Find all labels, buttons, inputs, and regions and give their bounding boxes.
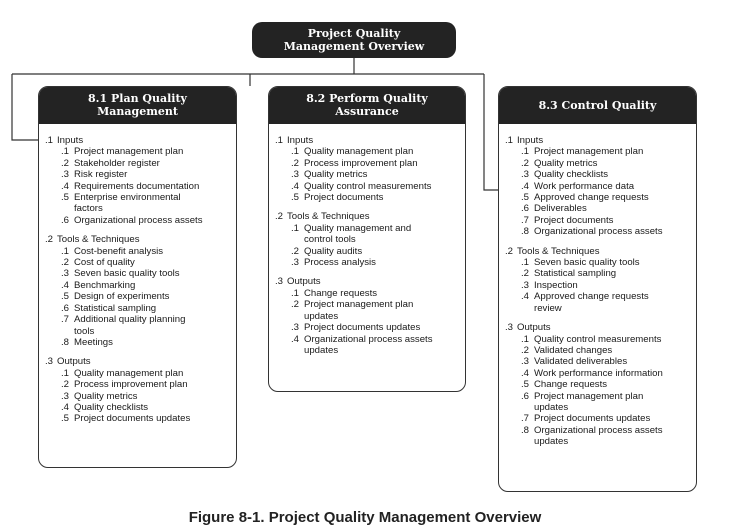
item-number: .2 [61, 257, 70, 269]
list-item [45, 337, 230, 348]
item-text: Validated changes [534, 344, 613, 356]
item-text: Statistical sampling [534, 268, 617, 280]
list-item [45, 402, 230, 413]
list-item [505, 215, 690, 226]
item-number: .2 [61, 379, 70, 391]
list-item [505, 334, 690, 345]
item-number: .5 [61, 413, 70, 425]
item-number: .4 [521, 180, 530, 192]
item-text: Work performance data [534, 180, 635, 192]
process-box-perform-quality-assurance [268, 86, 466, 392]
figure-caption: Figure 8-1. Project Quality Management Overview [188, 509, 542, 526]
item-number: .7 [521, 214, 530, 226]
list-item [505, 203, 690, 214]
list-item [45, 413, 230, 424]
item-text: Process improvement plan [304, 157, 418, 169]
list-item [275, 257, 459, 268]
item-text-continued: factors [74, 203, 103, 215]
item-text: Project management plan [304, 299, 414, 311]
item-text: Organizational process assets [534, 424, 663, 436]
list-item [505, 379, 690, 390]
item-number: .1 [61, 367, 70, 379]
item-number: .3 [291, 257, 300, 269]
root-title-line-2: Management Overview [283, 40, 425, 53]
item-text: Organizational process assets [74, 214, 203, 226]
item-text-continued: updates [534, 401, 569, 413]
item-number: .5 [61, 291, 70, 303]
list-item [275, 169, 459, 180]
section-number: .2 [275, 211, 284, 223]
section-title: Inputs [57, 135, 84, 146]
section-inputs [275, 135, 459, 203]
item-text-continued: updates [304, 310, 339, 322]
list-item [505, 192, 690, 203]
box-body [499, 124, 696, 460]
item-number: .8 [521, 226, 530, 238]
connector-left [12, 74, 38, 140]
item-number: .5 [521, 379, 530, 391]
item-text: Quality metrics [534, 157, 598, 169]
item-number: .3 [521, 169, 530, 181]
section-title: Outputs [287, 276, 321, 288]
list-item [505, 257, 690, 268]
box-body [269, 124, 465, 368]
item-text: Process analysis [304, 257, 376, 269]
section-number: .1 [45, 135, 54, 146]
item-text: Approved change requests [534, 291, 649, 303]
item-number: .5 [291, 192, 300, 204]
section-title: Outputs [517, 322, 551, 334]
box-title-line-1: 8.3 Control Quality [538, 98, 657, 112]
item-text: Project documents [304, 192, 384, 204]
list-item [505, 413, 690, 424]
list-item [45, 314, 230, 337]
item-number: .4 [521, 367, 530, 379]
section-title: Tools & Techniques [517, 245, 600, 257]
list-item [275, 158, 459, 169]
section-title: Outputs [57, 356, 91, 368]
section-outputs [505, 322, 690, 447]
list-item [45, 368, 230, 379]
section-number: .3 [275, 276, 284, 288]
section-number: .2 [505, 245, 514, 257]
item-text: Quality checklists [534, 169, 609, 181]
item-text: Quality control measurements [304, 180, 432, 192]
item-number: .6 [521, 203, 530, 215]
section-title: Inputs [517, 135, 544, 146]
list-item [275, 223, 459, 246]
list-item [45, 303, 230, 314]
item-number: .8 [61, 336, 70, 348]
list-item [505, 368, 690, 379]
section-inputs [505, 135, 690, 238]
item-number: .2 [291, 299, 300, 311]
section-tools-techniques [45, 234, 230, 348]
section-title: Tools & Techniques [287, 211, 370, 223]
list-item [505, 226, 690, 237]
list-item [505, 425, 690, 448]
item-text: Requirements documentation [74, 180, 200, 192]
section-number: .3 [505, 322, 514, 334]
item-text: Organizational process assets [534, 226, 663, 238]
item-text: Quality checklists [74, 401, 149, 413]
item-number: .8 [521, 424, 530, 436]
item-number: .3 [61, 268, 70, 280]
list-item [505, 291, 690, 314]
box-title-line-2: Assurance [335, 105, 399, 118]
item-text: Additional quality planning [74, 314, 186, 326]
item-number: .4 [291, 333, 300, 345]
item-number: .3 [61, 169, 70, 181]
list-item [45, 146, 230, 157]
item-text: Quality metrics [304, 169, 368, 181]
item-text: Quality management and [304, 222, 412, 234]
item-number: .3 [291, 169, 300, 181]
item-text: Cost of quality [74, 257, 135, 269]
box-title-line-1: 8.2 Perform Quality [306, 92, 428, 105]
item-text-continued: control tools [304, 234, 356, 246]
list-item [45, 257, 230, 268]
list-item [45, 181, 230, 192]
section-number: .3 [45, 356, 54, 368]
item-number: .1 [291, 287, 300, 299]
item-text: Project documents updates [74, 413, 191, 425]
item-text: Meetings [74, 336, 113, 348]
list-item [45, 158, 230, 169]
item-text: Project documents [534, 214, 614, 226]
list-item [45, 192, 230, 215]
item-text: Seven basic quality tools [74, 268, 180, 280]
item-text: Process improvement plan [74, 379, 188, 391]
item-number: .4 [291, 180, 300, 192]
list-item [275, 146, 459, 157]
item-text: Approved change requests [534, 192, 649, 204]
item-text: Risk register [74, 169, 128, 181]
list-item [45, 169, 230, 180]
item-text: Statistical sampling [74, 302, 157, 314]
list-item [505, 181, 690, 192]
item-number: .4 [61, 401, 70, 413]
section-outputs [275, 276, 459, 356]
process-box-control-quality [498, 86, 697, 492]
item-text: Enterprise environmental [74, 192, 181, 204]
list-item [505, 146, 690, 157]
item-number: .7 [521, 413, 530, 425]
list-item [505, 280, 690, 291]
list-item [505, 391, 690, 414]
item-text: Project documents updates [304, 322, 421, 334]
item-number: .6 [61, 302, 70, 314]
box-title-line-2: Management [97, 105, 178, 118]
list-item [275, 322, 459, 333]
item-number: .1 [291, 146, 300, 158]
list-item [45, 268, 230, 279]
list-item [45, 215, 230, 226]
item-text: Cost-benefit analysis [74, 245, 164, 257]
section-number: .1 [505, 135, 514, 146]
item-number: .4 [61, 180, 70, 192]
list-item [505, 158, 690, 169]
box-header [498, 86, 697, 124]
item-number: .2 [291, 245, 300, 257]
item-number: .1 [521, 257, 530, 269]
item-text-continued: updates [304, 344, 339, 356]
list-item [45, 280, 230, 291]
root-title-line-1: Project Quality [307, 27, 401, 40]
item-number: .3 [521, 279, 530, 291]
process-box-plan-quality [38, 86, 237, 468]
section-title: Inputs [287, 135, 314, 146]
item-text: Project management plan [534, 146, 644, 158]
list-item [505, 345, 690, 356]
list-item [505, 356, 690, 367]
item-text: Project management plan [534, 390, 644, 402]
list-item [505, 268, 690, 279]
item-number: .3 [61, 390, 70, 402]
list-item [275, 246, 459, 257]
box-header [38, 86, 237, 124]
item-text: Benchmarking [74, 279, 136, 291]
item-number: .1 [61, 146, 70, 158]
section-tools-techniques [275, 211, 459, 268]
item-number: .1 [291, 222, 300, 234]
item-number: .2 [521, 157, 530, 169]
item-text: Quality control measurements [534, 333, 662, 345]
list-item [45, 246, 230, 257]
list-item [45, 391, 230, 402]
item-text: Quality metrics [74, 390, 138, 402]
item-number: .2 [521, 268, 530, 280]
list-item [275, 181, 459, 192]
item-number: .1 [521, 333, 530, 345]
item-number: .2 [521, 344, 530, 356]
item-number: .3 [291, 322, 300, 334]
item-text: Change requests [534, 379, 608, 391]
item-text-continued: updates [534, 436, 569, 448]
list-item [45, 379, 230, 390]
item-number: .4 [521, 291, 530, 303]
item-text: Work performance information [534, 367, 663, 379]
item-text: Project documents updates [534, 413, 651, 425]
item-text: Deliverables [534, 203, 587, 215]
item-text: Quality management plan [304, 146, 414, 158]
item-text: Validated deliverables [534, 356, 628, 368]
list-item [505, 169, 690, 180]
item-number: .2 [61, 157, 70, 169]
section-number: .2 [45, 234, 54, 246]
item-number: .4 [61, 279, 70, 291]
section-number: .1 [275, 135, 284, 146]
item-number: .1 [521, 146, 530, 158]
item-number: .5 [61, 192, 70, 204]
section-title: Tools & Techniques [57, 234, 140, 246]
item-text: Design of experiments [74, 291, 170, 303]
item-text: Stakeholder register [74, 157, 160, 169]
item-number: .2 [291, 157, 300, 169]
item-text: Change requests [304, 287, 378, 299]
item-number: .6 [521, 390, 530, 402]
list-item [275, 288, 459, 299]
section-outputs [45, 356, 230, 424]
item-number: .6 [61, 214, 70, 226]
box-body [39, 124, 236, 437]
item-text: Project management plan [74, 146, 184, 158]
list-item [275, 192, 459, 203]
item-text: Organizational process assets [304, 333, 433, 345]
box-title-line-1: 8.1 Plan Quality [88, 92, 187, 105]
list-item [275, 334, 459, 357]
item-text-continued: tools [74, 325, 95, 337]
item-text-continued: review [534, 302, 562, 314]
item-number: .5 [521, 192, 530, 204]
root-node [252, 22, 456, 58]
connector-right [484, 74, 498, 190]
list-item [45, 291, 230, 302]
item-number: .1 [61, 245, 70, 257]
box-header [268, 86, 466, 124]
item-number: .7 [61, 314, 70, 326]
section-tools-techniques [505, 246, 690, 314]
item-text: Quality management plan [74, 367, 184, 379]
item-text: Inspection [534, 279, 578, 291]
item-text: Seven basic quality tools [534, 257, 640, 269]
item-number: .3 [521, 356, 530, 368]
item-text: Quality audits [304, 245, 363, 257]
list-item [275, 299, 459, 322]
section-inputs [45, 135, 230, 226]
